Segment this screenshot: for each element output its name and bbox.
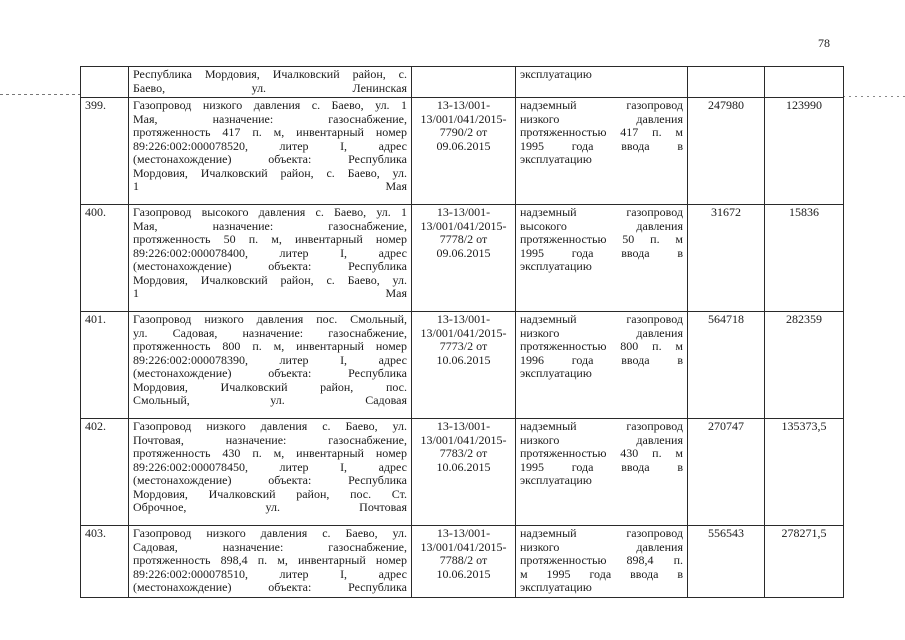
characteristics-note xyxy=(516,312,688,419)
description-line: Мордовия, Ичалковский район, пос. Ст. xyxy=(133,486,407,501)
row-number: 400. xyxy=(81,205,129,312)
note-line: надземный газопровод xyxy=(520,312,683,326)
table-row xyxy=(81,526,844,598)
description-line: Садовая, назначение: газоснабжение, xyxy=(133,539,407,554)
table-row xyxy=(81,419,844,526)
note-line: протяженностью 898,4 п. xyxy=(520,553,683,567)
description-line: 1 Мая xyxy=(133,286,407,300)
value-secondary: 15836 xyxy=(765,205,844,312)
page-number: 78 xyxy=(818,36,830,50)
note-line: надземный газопровод xyxy=(520,419,683,433)
object-description xyxy=(129,205,412,312)
registration-line: 10.06.2015 xyxy=(436,566,491,581)
registration-line: 13/001/041/2015- xyxy=(420,218,507,233)
registry-table-body xyxy=(81,67,844,598)
value-primary: 247980 xyxy=(688,98,765,205)
note-line: эксплуатацию xyxy=(520,67,592,81)
registration-line: 10.06.2015 xyxy=(436,459,491,474)
registration-line: 13-13/001- xyxy=(436,526,491,540)
table-row xyxy=(81,98,844,205)
registration-line: 10.06.2015 xyxy=(436,352,491,367)
note-line: эксплуатацию xyxy=(520,366,592,380)
note-line: 1995 года ввода в xyxy=(520,459,683,474)
registration-record xyxy=(412,205,516,312)
description-line: ул. Садовая, назначение: газоснабжение, xyxy=(133,325,407,340)
description-line: (местонахождение) объекта: Республика xyxy=(133,259,407,273)
description-line: 89:226:002:000078520, литер I, адрес xyxy=(133,138,407,153)
characteristics-note xyxy=(516,67,688,98)
registration-line: 13-13/001- xyxy=(436,419,491,433)
description-line: (местонахождение) объекта: Республика xyxy=(133,473,407,487)
registration-line: 13-13/001- xyxy=(436,205,491,219)
characteristics-note xyxy=(516,205,688,312)
registration-line: 09.06.2015 xyxy=(436,138,491,153)
registration-line: 13/001/041/2015- xyxy=(420,111,507,126)
description-line: протяженность 417 п. м, инвентарный номер xyxy=(133,125,407,139)
registration-line: 7783/2 от xyxy=(439,446,488,460)
note-line: 1995 года ввода в xyxy=(520,138,683,153)
description-line: Мая, назначение: газоснабжение, xyxy=(133,111,407,126)
note-line: низкого давления xyxy=(520,432,683,447)
description-line: Смольный, ул. Садовая xyxy=(133,393,407,407)
note-line: низкого давления xyxy=(520,539,683,554)
note-line: эксплуатацию xyxy=(520,152,592,166)
description-line: протяженность 430 п. м, инвентарный номер xyxy=(133,446,407,460)
description-line: Почтовая, назначение: газоснабжение, xyxy=(133,432,407,447)
registry-table xyxy=(80,66,844,598)
object-description xyxy=(129,312,412,419)
description-line: Газопровод низкого давления пос. Смольный, xyxy=(133,312,407,326)
object-description xyxy=(129,98,412,205)
scan-artifact-left xyxy=(0,94,80,95)
registration-record xyxy=(412,526,516,598)
description-line: Газопровод высокого давления с. Баево, ул. 1 xyxy=(133,205,407,219)
registration-line: 7773/2 от xyxy=(439,339,488,353)
description-line: 89:226:002:000078510, литер I, адрес xyxy=(133,566,407,581)
registration-record xyxy=(412,67,516,98)
registration-line: 13-13/001- xyxy=(436,98,491,112)
description-line: Оброчное, ул. Почтовая xyxy=(133,500,407,514)
value-primary: 556543 xyxy=(688,526,765,598)
table-row xyxy=(81,312,844,419)
row-number: 402. xyxy=(81,419,129,526)
description-line: Республика Мордовия, Ичалковский район, с. xyxy=(133,67,407,81)
registration-record xyxy=(412,419,516,526)
note-line: надземный газопровод xyxy=(520,205,683,219)
characteristics-note xyxy=(516,98,688,205)
registration-record xyxy=(412,98,516,205)
note-line: эксплуатацию xyxy=(520,259,592,273)
registration-line: 7778/2 от xyxy=(439,232,488,246)
object-description xyxy=(129,526,412,598)
object-description xyxy=(129,419,412,526)
row-number xyxy=(81,67,129,98)
note-line: эксплуатацию xyxy=(520,580,592,594)
description-line: Газопровод низкого давления с. Баево, ул. xyxy=(133,526,407,540)
characteristics-note xyxy=(516,526,688,598)
description-line: Мордовия, Ичалковский район, с. Баево, ул. xyxy=(133,272,407,287)
note-line: 1995 года ввода в xyxy=(520,245,683,260)
note-line: надземный газопровод xyxy=(520,526,683,540)
registration-line: 09.06.2015 xyxy=(436,245,491,260)
table-row xyxy=(81,67,844,98)
description-line: 89:226:002:000078450, литер I, адрес xyxy=(133,459,407,474)
note-line: протяженностью 50 п. м xyxy=(520,232,683,246)
registration-line: 13/001/041/2015- xyxy=(420,539,507,554)
scan-artifact-right xyxy=(843,96,905,97)
registration-line: 7790/2 от xyxy=(439,125,488,139)
row-number: 401. xyxy=(81,312,129,419)
note-line: протяженностью 800 п. м xyxy=(520,339,683,353)
note-line: м 1995 года ввода в xyxy=(520,566,683,581)
description-line: Мордовия, Ичалковский район, пос. xyxy=(133,379,407,394)
value-primary: 270747 xyxy=(688,419,765,526)
table-row xyxy=(81,205,844,312)
registration-line: 13/001/041/2015- xyxy=(420,432,507,447)
registration-line: 13/001/041/2015- xyxy=(420,325,507,340)
characteristics-note xyxy=(516,419,688,526)
note-line: протяженностью 430 п. м xyxy=(520,446,683,460)
description-line: (местонахождение) объекта: Республика xyxy=(133,152,407,166)
value-secondary: 123990 xyxy=(765,98,844,205)
note-line: высокого давления xyxy=(520,218,683,233)
description-line: 89:226:002:000078400, литер I, адрес xyxy=(133,245,407,260)
description-line: Мая, назначение: газоснабжение, xyxy=(133,218,407,233)
description-line: 89:226:002:000078390, литер I, адрес xyxy=(133,352,407,367)
description-line: Газопровод низкого давления с. Баево, ул. 1 xyxy=(133,98,407,112)
value-secondary xyxy=(765,67,844,98)
description-line: 1 Мая xyxy=(133,179,407,193)
value-secondary: 135373,5 xyxy=(765,419,844,526)
note-line: протяженностью 417 п. м xyxy=(520,125,683,139)
value-primary: 564718 xyxy=(688,312,765,419)
description-line: протяженность 898,4 п. м, инвентарный номер xyxy=(133,553,407,567)
value-primary: 31672 xyxy=(688,205,765,312)
description-line: протяженность 50 п. м, инвентарный номер xyxy=(133,232,407,246)
value-secondary: 278271,5 xyxy=(765,526,844,598)
value-secondary: 282359 xyxy=(765,312,844,419)
registration-record xyxy=(412,312,516,419)
description-line: Мордовия, Ичалковский район, с. Баево, ул. xyxy=(133,165,407,180)
description-line: Газопровод низкого давления с. Баево, ул. xyxy=(133,419,407,433)
description-line: Баево, ул. Ленинская xyxy=(133,80,407,95)
value-primary xyxy=(688,67,765,98)
note-line: 1996 года ввода в xyxy=(520,352,683,367)
note-line: низкого давления xyxy=(520,111,683,126)
note-line: надземный газопровод xyxy=(520,98,683,112)
row-number: 399. xyxy=(81,98,129,205)
registration-line: 7788/2 от xyxy=(439,553,488,567)
row-number: 403. xyxy=(81,526,129,598)
description-line: (местонахождение) объекта: Республика xyxy=(133,580,407,594)
description-line: (местонахождение) объекта: Республика xyxy=(133,366,407,380)
note-line: низкого давления xyxy=(520,325,683,340)
registration-line: 13-13/001- xyxy=(436,312,491,326)
object-description xyxy=(129,67,412,98)
description-line: протяженность 800 п. м, инвентарный номер xyxy=(133,339,407,353)
note-line: эксплуатацию xyxy=(520,473,592,487)
